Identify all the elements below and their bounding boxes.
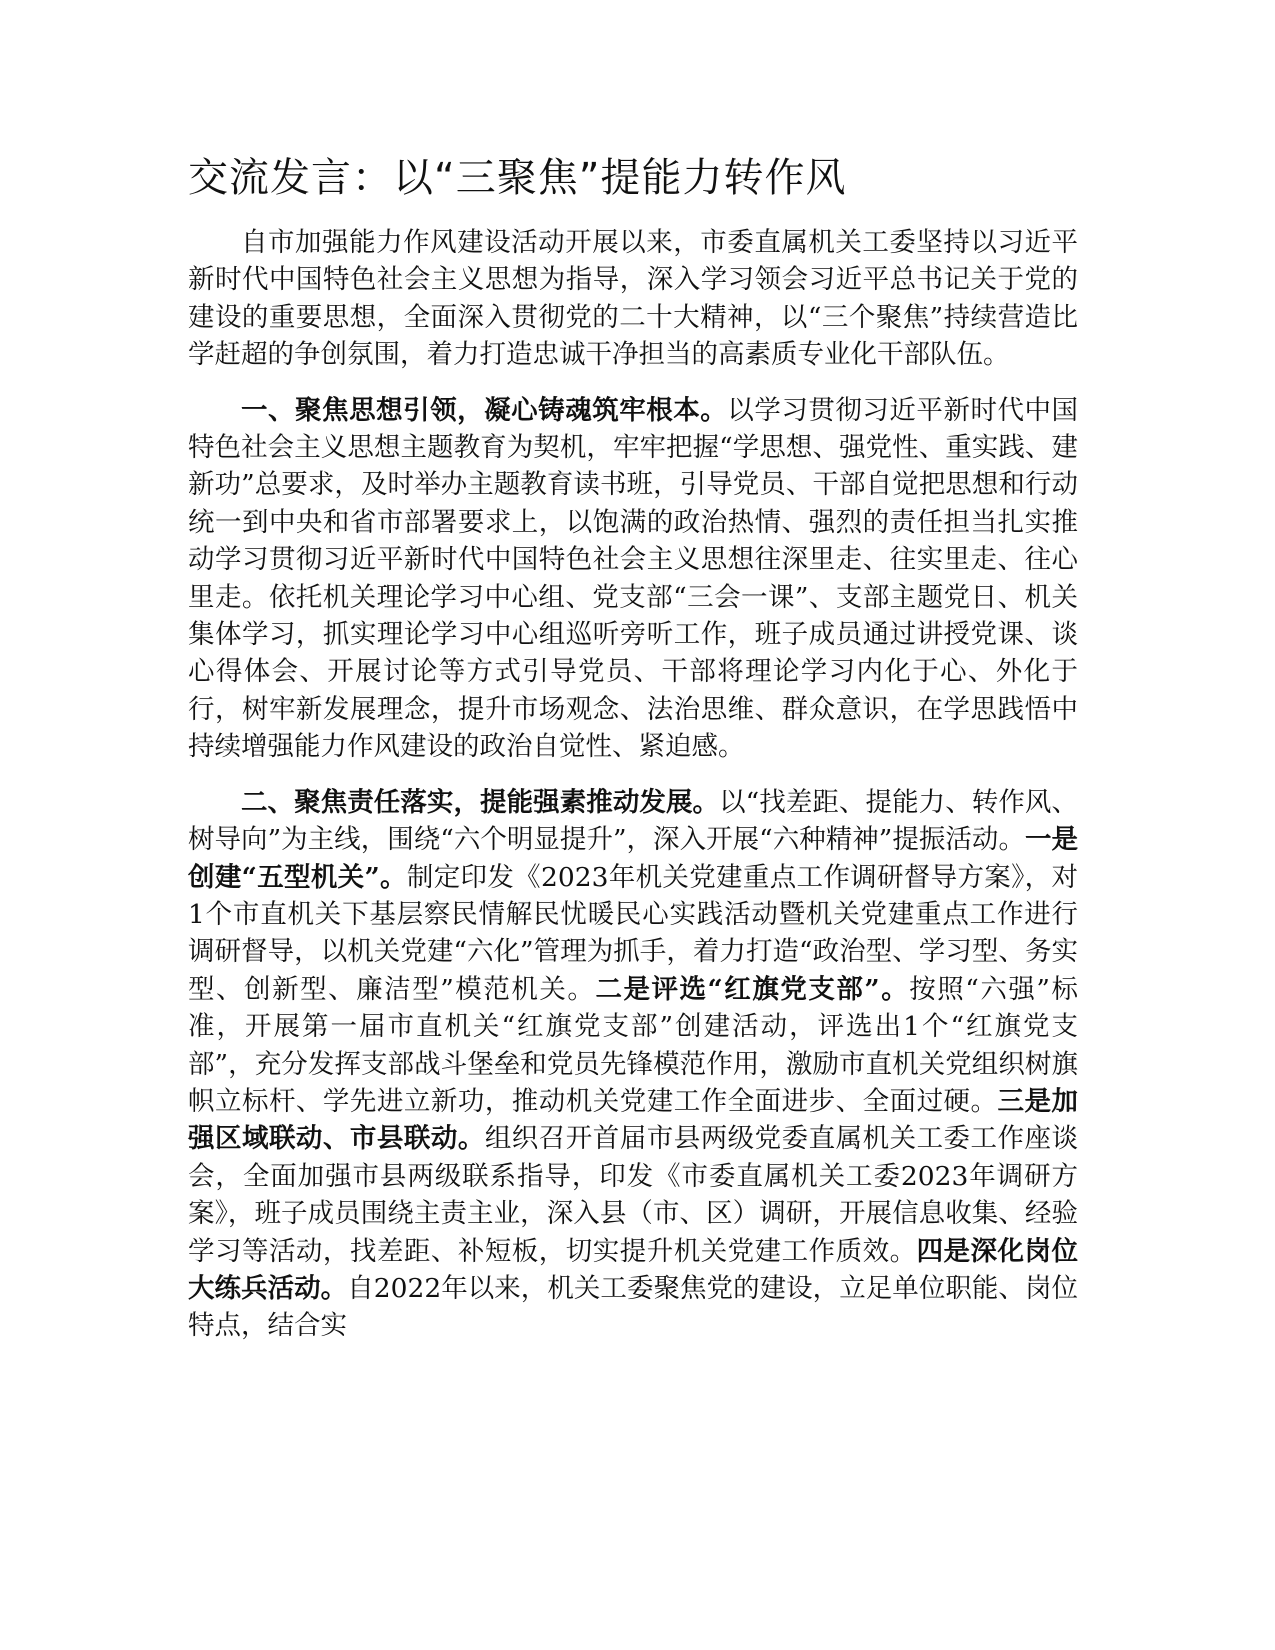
section-2-body-b: 制定印发《2023年机关党建重点工作调研督导方案》，对1个市直机关下基层察民情解民忧暖民心实践活动暨机关党建重点工作进行调研督导，以机关党建“六化”管理为抓手，着力打造“政治型、学习型、务实型、创新型、廉洁型”模范机关。 [188,861,1078,1005]
section-2-body-e: 自2022年以来，机关工委聚焦党的建设，立足单位职能、岗位特点，结合实 [188,1272,1078,1342]
section-1-heading: 一、聚焦思想引领，凝心铸魂筑牢根本。 [241,394,728,426]
section-2-point-1: 一是创建“五型机关”。 [188,824,1078,893]
document-title: 交流发言：以“三聚焦”提能力转作风 [188,155,847,201]
section-2-body-c: 按照“六强”标准，开展第一届市直机关“红旗党支部”创建活动，评选出1个“红旗党支部”，充分发挥支部战斗堡垒和党员先锋模范作用，激励市直机关党组织树旗帜立标杆、学先进立新功，推动机关党建工作全面进步、全面过硬。 [188,973,1078,1117]
document-page [188,150,1078,1363]
section-2-body-d: 组织召开首届市县两级党委直属机关工委工作座谈会，全面加强市县两级联系指导，印发《市委直属机关工委2023年调研方案》，班子成员围绕主责主业，深入县（市、区）调研，开展信息收集、经验学习等活动，找差距、补短板，切实提升机关党建工作质效。 [188,1123,1078,1267]
section-2-heading: 二、聚焦责任落实，提能强素推动发展。 [241,786,720,818]
intro-paragraph: 自市加强能力作风建设活动开展以来，市委直属机关工委坚持以习近平新时代中国特色社会主义思想为指导，深入学习领会习近平总书记关于党的建设的重要思想，全面深入贯彻党的二十大精神，以“三个聚焦”持续营造比学赶超的争创氛围，着力打造忠诚干净担当的高素质专业化干部队伍。 [188,227,1078,371]
section-2-point-2: 二是评选“红旗党支部”。 [595,973,910,1005]
section-2-point-4: 四是深化岗位大练兵活动。 [188,1235,1078,1304]
section-2-point-3: 三是加强区域联动、市县联动。 [188,1085,1078,1155]
section-1-body: 以学习贯彻习近平新时代中国特色社会主义思想主题教育为契机，牢牢把握“学思想、强党性、重实践、建新功”总要求，及时举办主题教育读书班，引导党员、干部自觉把思想和行动统一到中央和省市部署要求上，以饱满的政治热情、强烈的责任担当扎实推动学习贯彻习近平新时代中国特色社会主义思想往深里走、往实里走、往心里走。依托机关理论学习中心组、党支部“三会一课”、支部主题党日、机关集体学习，抓实理论学习中心组巡听旁听工作，班子成员通过讲授党课、谈心得体会、开展讨论等方式引导党员、干部将理论学习内化于心、外化于行，树牢新发展理念，提升市场观念、法治思维、群众意识，在学思践悟中持续增强能力作风建设的政治自觉性、紧迫感。 [188,394,1079,763]
section-2-body-a: 以“找差距、提能力、转作风、树导向”为主线，围绕“六个明显提升”，深入开展“六种精神”提振活动。 [188,786,1078,856]
section-2-paragraph [188,784,1078,1345]
section-1-paragraph [188,392,1078,766]
